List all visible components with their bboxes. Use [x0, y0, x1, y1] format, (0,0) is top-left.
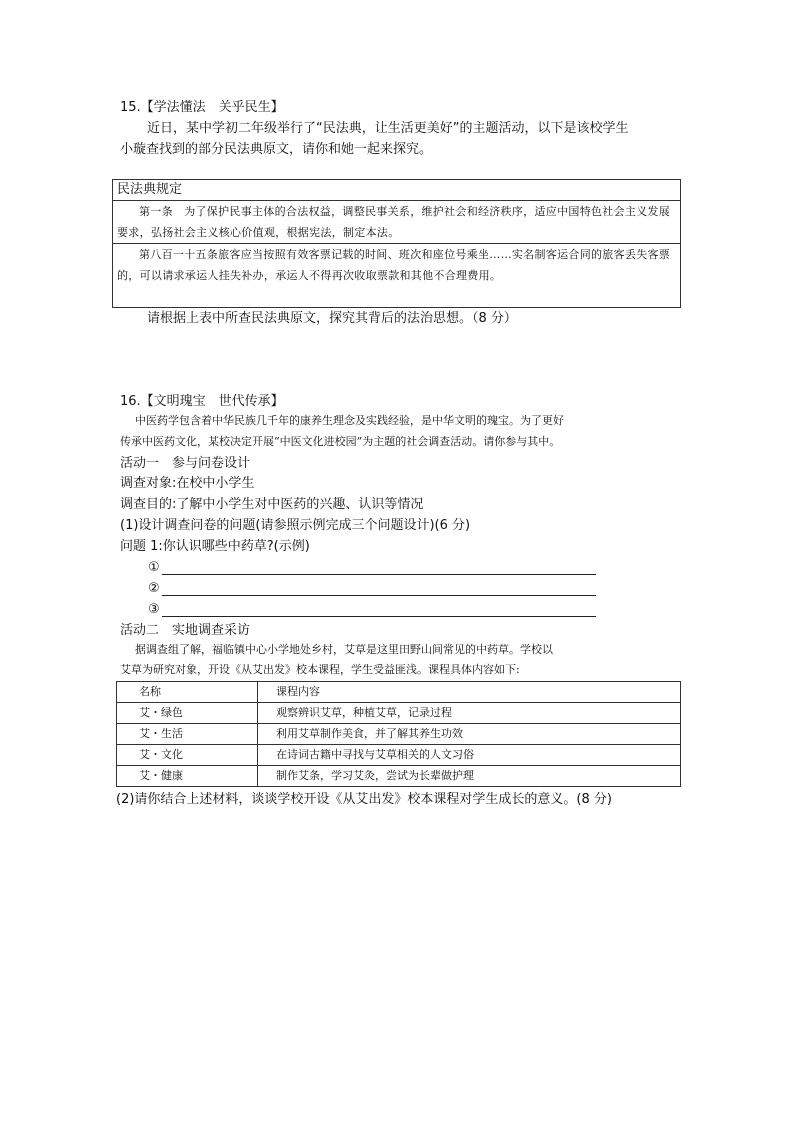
q16-intro-line2: 传承中医药文化，某校决定开展“中医文化进校园”为主题的社会调查活动。请你参与其中。	[120, 435, 561, 448]
table-row	[117, 724, 681, 745]
material-line2: 艾草为研究对象，开设《从艾出发》校本课程，学生受益匪浅。课程具体内容如下:	[120, 663, 520, 676]
q15-question: 请根据上表中所查民法典原文，探究其背后的法治思想。（8 分）	[147, 311, 517, 326]
civil-code-table	[112, 179, 681, 308]
course-col-content: 课程内容	[258, 682, 681, 703]
survey-target: 调查对象:在校中小学生	[120, 476, 255, 491]
blank-marker-2: ②	[148, 581, 160, 596]
course-table-header-row	[117, 682, 681, 703]
civil-code-article-815: 第八百一十五条旅客应当按照有效客票记载的时间、班次和座位号乘坐……实名制客运合同的旅客丢失客票的，可以请求承运人挂失补办，承运人不得再次收取票款和其他不合理费用。	[113, 244, 681, 308]
q16-title: 16.【文明瑰宝 世代传承】	[120, 394, 284, 409]
blank-marker-3: ③	[148, 602, 160, 617]
course-table	[116, 681, 681, 787]
q15-intro-line2: 小璇查找到的部分民法典原文，请你和她一起来探究。	[120, 142, 433, 157]
course-content: 利用艾草制作美食，并了解其养生功效	[258, 724, 681, 745]
course-content: 在诗词古籍中寻找与艾草相关的人文习俗	[258, 745, 681, 766]
survey-purpose: 调查目的:了解中小学生对中医药的兴趣、认识等情况	[120, 497, 424, 512]
course-name: 艾・文化	[117, 745, 258, 766]
course-name: 艾・健康	[117, 766, 258, 787]
table-row	[117, 703, 681, 724]
task-2: (2)请你结合上述材料，谈谈学校开设《从艾出发》校本课程对学生成长的意义。(8 分)	[116, 792, 612, 807]
example-question: 问题 1:你认识哪些中药草?(示例)	[120, 539, 310, 554]
course-name: 艾・生活	[117, 724, 258, 745]
activity2-heading: 活动二 实地调查采访	[120, 623, 251, 638]
civil-code-table-header: 民法典规定	[113, 180, 681, 201]
activity1-heading: 活动一 参与问卷设计	[120, 456, 251, 471]
q15-title: 15.【学法懂法 关乎民生】	[120, 100, 284, 115]
task-1: (1)设计调查问卷的问题(请参照示例完成三个问题设计)(6 分)	[120, 518, 471, 533]
course-content: 观察辨识艾草，种植艾草，记录过程	[258, 703, 681, 724]
course-content: 制作艾条，学习艾灸，尝试为长辈做护理	[258, 766, 681, 787]
answer-blank-3[interactable]	[162, 616, 596, 617]
course-name: 艾・绿色	[117, 703, 258, 724]
answer-blank-2[interactable]	[162, 595, 596, 596]
q15-intro-line1: 近日，某中学初二年级举行了“民法典，让生活更美好”的主题活动，以下是该校学生	[147, 121, 629, 136]
table-row	[117, 766, 681, 787]
q16-intro-line1: 中医药学包含着中华民族几千年的康养生理念及实践经验，是中华文明的瑰宝。为了更好	[135, 414, 564, 427]
course-col-name: 名称	[117, 682, 258, 703]
answer-blank-1[interactable]	[162, 574, 596, 575]
civil-code-article-1: 第一条 为了保护民事主体的合法权益，调整民事关系，维护社会和经济秩序，适应中国特色社会主义发展要求，弘扬社会主义核心价值观，根据宪法，制定本法。	[113, 201, 681, 244]
material-line1: 据调查组了解，福临镇中心小学地处乡村，艾草是这里田野山间常见的中药草。学校以	[135, 643, 553, 656]
blank-marker-1: ①	[148, 560, 160, 575]
table-row	[117, 745, 681, 766]
